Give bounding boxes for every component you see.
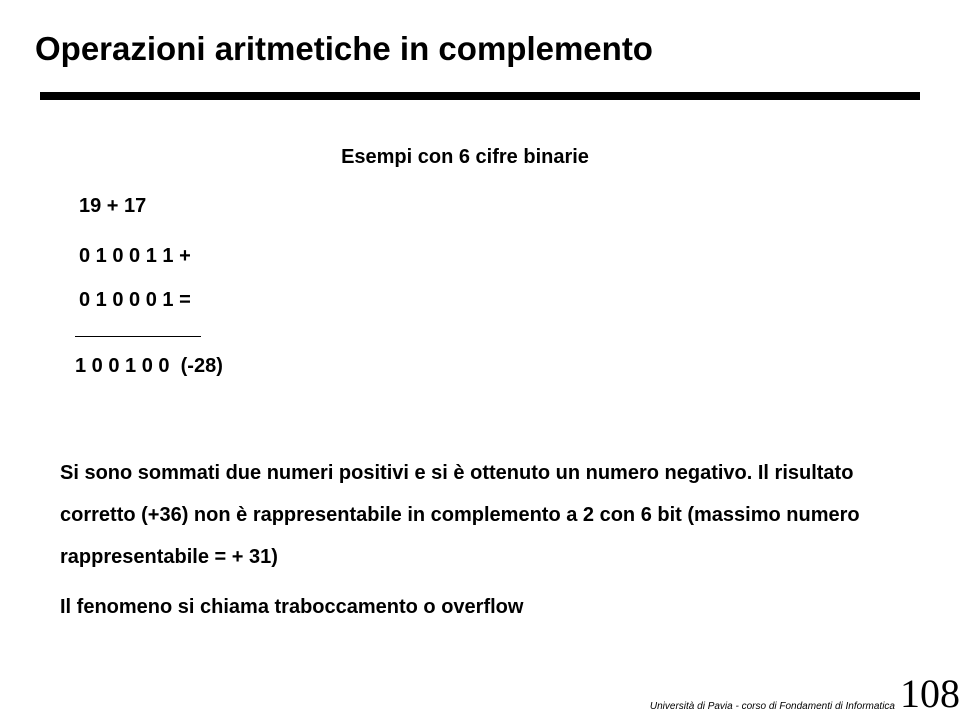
binary-operand-2: 0 1 0 0 0 1 = [79, 289, 191, 311]
binary-operand-1: 0 1 0 0 1 1 + [79, 245, 191, 267]
page-number: 108 [900, 671, 960, 716]
footer-credit: Università di Pavia - corso di Fondamenti di Informatica [649, 701, 895, 712]
title-divider [40, 92, 920, 100]
explanation-block [60, 452, 930, 628]
overflow-conclusion: Il fenomeno si chiama traboccamento o overflow [60, 596, 524, 618]
examples-heading: Esempi con 6 cifre binarie [341, 146, 589, 168]
binary-result: 1 0 0 1 0 0 (-28) [75, 355, 223, 377]
sum-expression: 19 + 17 [79, 195, 147, 217]
explanation-paragraph: Si sono sommati due numeri positivi e si è ottenuto un numero negativo. Il risultato corretto (+36) non è rappresentabile in complemento a 2 con 6 bit (massimo numero rappresentabile = + 31) [60, 462, 860, 568]
slide-title: Operazioni aritmetiche in complemento [35, 30, 653, 67]
sum-divider [75, 336, 201, 337]
